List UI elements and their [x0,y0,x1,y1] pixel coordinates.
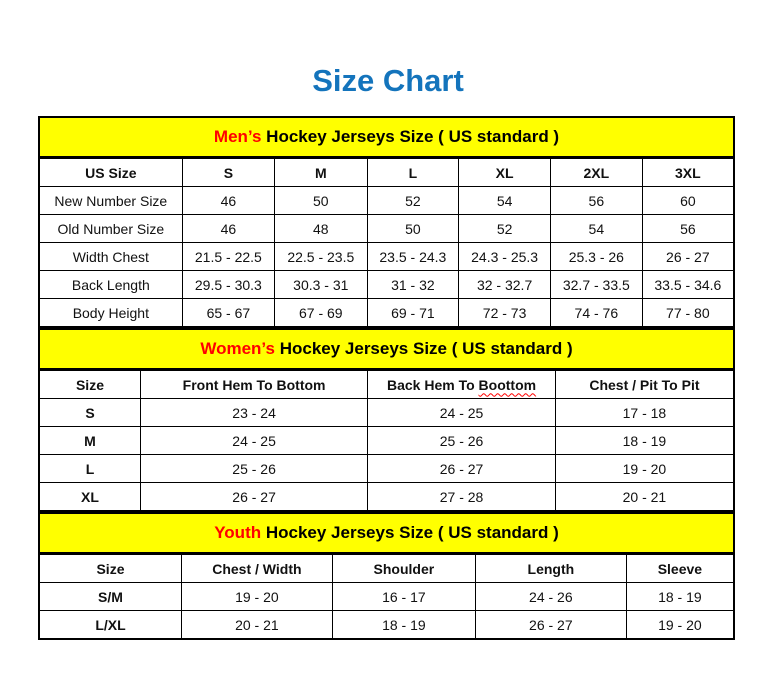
size-value-cell: 65 - 67 [182,299,274,328]
size-value-cell: 74 - 76 [550,299,642,328]
size-value-cell: 25 - 26 [368,427,556,455]
size-value-cell: 54 [459,187,551,215]
row-label: Back Length [39,271,182,299]
column-header: M [275,159,367,187]
column-header: S [182,159,274,187]
size-value-cell: 30.3 - 31 [275,271,367,299]
size-value-cell: 18 - 19 [332,611,475,640]
column-header: L [367,159,459,187]
size-value-cell: 52 [367,187,459,215]
youth-size-table [38,554,735,640]
table-row [39,399,734,427]
size-value-cell: 27 - 28 [368,483,556,512]
size-value-cell: 56 [642,215,734,243]
table-row [39,427,734,455]
size-value-cell: 32.7 - 33.5 [550,271,642,299]
column-header: Sleeve [626,555,734,583]
row-label: S [39,399,140,427]
table-row [39,187,734,215]
row-label: Body Height [39,299,182,328]
column-header: Length [475,555,626,583]
table-row [39,483,734,512]
row-label: L [39,455,140,483]
size-value-cell: 54 [550,215,642,243]
size-value-cell: 23.5 - 24.3 [367,243,459,271]
table-row [39,583,734,611]
size-value-cell: 69 - 71 [367,299,459,328]
size-value-cell: 24 - 25 [140,427,367,455]
mens-section-title [38,116,735,158]
size-chart [38,116,735,640]
table-row [39,215,734,243]
size-value-cell: 26 - 27 [475,611,626,640]
row-label: XL [39,483,140,512]
womens-section-title-text: Hockey Jerseys Size ( US standard ) [274,339,573,358]
column-header: Back Hem To Boottom [368,371,556,399]
column-header: Size [39,371,140,399]
size-value-cell: 26 - 27 [368,455,556,483]
table-row [39,243,734,271]
youth-section-title-text: Hockey Jerseys Size ( US standard ) [261,523,559,542]
table-row [39,611,734,640]
youth-header-row [39,555,734,583]
row-label: S/M [39,583,181,611]
size-value-cell: 29.5 - 30.3 [182,271,274,299]
womens-section-title-accent: Women’s [200,339,275,358]
column-header: 2XL [550,159,642,187]
size-value-cell: 24 - 26 [475,583,626,611]
table-row [39,455,734,483]
size-value-cell: 26 - 27 [140,483,367,512]
mens-size-table [38,158,735,328]
size-value-cell: 16 - 17 [332,583,475,611]
column-header: Front Hem To Bottom [140,371,367,399]
mens-section-title-text: Hockey Jerseys Size ( US standard ) [261,127,560,146]
womens-section-title [38,328,735,370]
size-value-cell: 50 [367,215,459,243]
column-header: 3XL [642,159,734,187]
table-row [39,299,734,328]
size-value-cell: 48 [275,215,367,243]
row-label: New Number Size [39,187,182,215]
size-value-cell: 21.5 - 22.5 [182,243,274,271]
size-value-cell: 60 [642,187,734,215]
size-value-cell: 72 - 73 [459,299,551,328]
size-value-cell: 24.3 - 25.3 [459,243,551,271]
mens-section-title-accent: Men’s [213,127,262,146]
youth-section-title-accent: Youth [214,523,262,542]
column-header: US Size [39,159,182,187]
row-label: M [39,427,140,455]
column-header: Shoulder [332,555,475,583]
column-header: Chest / Pit To Pit [555,371,734,399]
column-header: Chest / Width [181,555,332,583]
size-value-cell: 25.3 - 26 [550,243,642,271]
size-value-cell: 50 [275,187,367,215]
size-value-cell: 18 - 19 [555,427,734,455]
size-value-cell: 17 - 18 [555,399,734,427]
size-value-cell: 52 [459,215,551,243]
misspelled-word: Boottom [478,376,537,393]
size-value-cell: 32 - 32.7 [459,271,551,299]
size-value-cell: 23 - 24 [140,399,367,427]
size-value-cell: 19 - 20 [181,583,332,611]
column-header: Size [39,555,181,583]
size-value-cell: 19 - 20 [626,611,734,640]
size-value-cell: 24 - 25 [368,399,556,427]
womens-header-row [39,371,734,399]
column-header: XL [459,159,551,187]
size-value-cell: 25 - 26 [140,455,367,483]
mens-header-row [39,159,734,187]
size-value-cell: 56 [550,187,642,215]
size-value-cell: 46 [182,215,274,243]
size-value-cell: 20 - 21 [555,483,734,512]
youth-section-title [38,512,735,554]
size-value-cell: 67 - 69 [275,299,367,328]
page-title: Size Chart [312,63,464,98]
table-row [39,271,734,299]
row-label: Width Chest [39,243,182,271]
size-value-cell: 26 - 27 [642,243,734,271]
row-label: Old Number Size [39,215,182,243]
size-value-cell: 18 - 19 [626,583,734,611]
size-value-cell: 20 - 21 [181,611,332,640]
size-value-cell: 22.5 - 23.5 [275,243,367,271]
size-value-cell: 46 [182,187,274,215]
row-label: L/XL [39,611,181,640]
size-value-cell: 19 - 20 [555,455,734,483]
womens-size-table [38,370,735,512]
size-value-cell: 77 - 80 [642,299,734,328]
size-value-cell: 31 - 32 [367,271,459,299]
size-value-cell: 33.5 - 34.6 [642,271,734,299]
